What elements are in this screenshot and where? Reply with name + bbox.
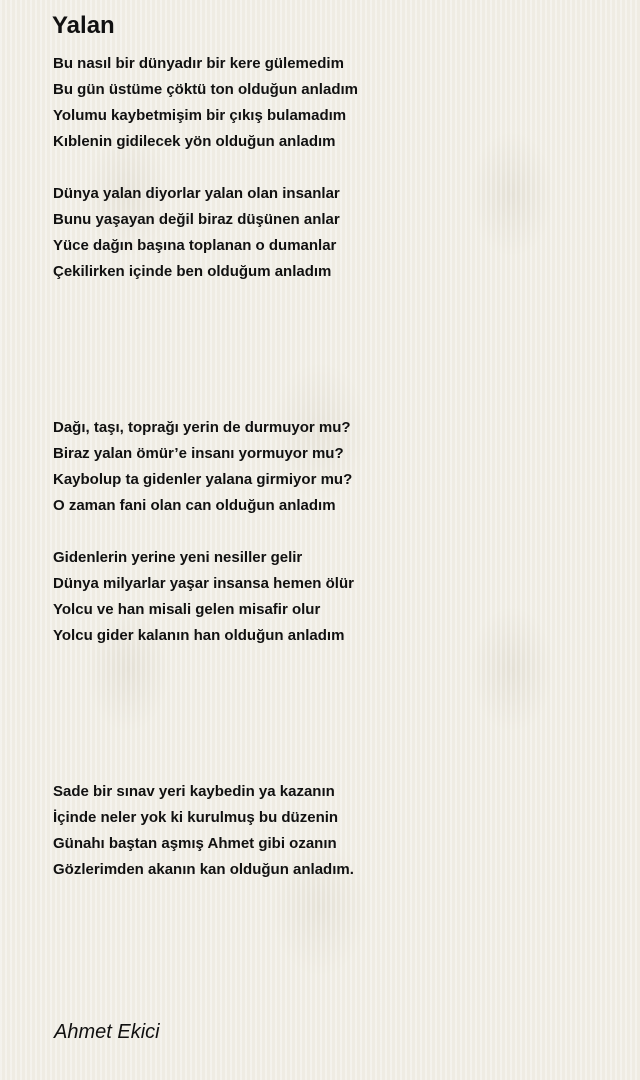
stanza-gap (53, 311, 613, 337)
stanza-gap (53, 649, 613, 675)
stanza-gap (53, 727, 613, 753)
stanza-gap (53, 675, 613, 701)
poem-line: Sade bir sınav yeri kaybedin ya kazanın (53, 783, 335, 800)
poem-line: Çekilirken içinde ben olduğum anladım (53, 263, 332, 280)
poem-line: İçinde neler yok ki kurulmuş bu düzenin (53, 809, 339, 826)
stanza-gap (53, 285, 613, 311)
poem-line: Dünya milyarlar yaşar insansa hemen ölür (53, 575, 354, 592)
poem-line: Günahı baştan aşmış Ahmet gibi ozanın (53, 835, 337, 852)
poem-line: Yüce dağın başına toplanan o dumanlar (53, 237, 337, 254)
stanza-gap (53, 337, 613, 363)
poem-line: Bu nasıl bir dünyadır bir kere gülemedim (53, 55, 344, 72)
poem-line: Yolcu ve han misali gelen misafir olur (53, 601, 321, 618)
poem-body (53, 51, 613, 883)
stanza-gap (53, 701, 613, 727)
stanza-gap (53, 389, 613, 415)
poem-line: Gidenlerin yerine yeni nesiller gelir (53, 549, 303, 566)
poem-line: Gözlerimden akanın kan olduğun anladım. (53, 861, 354, 878)
poem-line: Dağı, taşı, toprağı yerin de durmuyor mu? (53, 419, 351, 436)
stanza-gap (53, 155, 613, 181)
poem-line: Bunu yaşayan değil biraz düşünen anlar (53, 211, 340, 228)
stanza-gap (53, 753, 613, 779)
poem-title: Yalan (52, 12, 115, 39)
poem-line: Kıblenin gidilecek yön olduğun anladım (53, 133, 336, 150)
poem-line: Dünya yalan diyorlar yalan olan insanlar (53, 185, 340, 202)
poem-line: Biraz yalan ömür’e insanı yormuyor mu? (53, 445, 344, 462)
poem-author: Ahmet Ekici (54, 1021, 160, 1043)
poem-line: Yolumu kaybetmişim bir çıkış bulamadım (53, 107, 347, 124)
poem-line: Yolcu gider kalanın han olduğun anladım (53, 627, 345, 644)
poem-line: Kaybolup ta gidenler yalana girmiyor mu? (53, 471, 353, 488)
stanza-gap (53, 363, 613, 389)
poem-line: Bu gün üstüme çöktü ton olduğun anladım (53, 81, 358, 98)
poem-line: O zaman fani olan can olduğun anladım (53, 497, 336, 514)
stanza-gap (53, 519, 613, 545)
